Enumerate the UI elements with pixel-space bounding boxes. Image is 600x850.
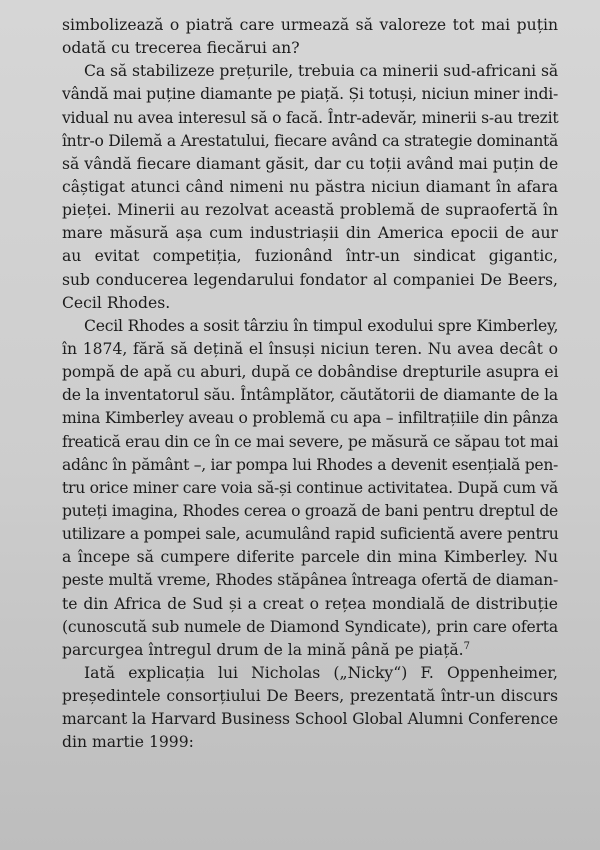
paragraph-2 [62, 60, 558, 315]
text-line: mare măsură așa cum industriașii din America epocii de aur [62, 224, 558, 243]
footnote-marker: 7 [463, 640, 470, 652]
text-line: pompă de apă cu aburi, după ce dobândise drepturile asupra ei [62, 363, 559, 382]
text-line-with-footnote [62, 639, 558, 662]
text-line: de la inventatorul său. Întâmplător, căutătorii de diamante de la [62, 386, 558, 405]
text-line: (cunoscută sub numele de Diamond Syndicate), prin care oferta [62, 617, 558, 636]
body-text [62, 14, 558, 755]
text-line: mina Kimberley aveau o problemă cu apa – infiltrațiile din pânza [62, 409, 559, 428]
text-line: sub conducerea legendarului fondator al companiei De Beers, [62, 270, 558, 289]
text-line: peste multă vreme, Rhodes stăpânea întreaga ofertă de diaman- [62, 571, 558, 590]
text-line: marcant la Harvard Business School Global Alumni Conference [62, 710, 559, 729]
text-line: au evitat competiția, fuzionând într-un sindicat gigantic, [62, 247, 558, 266]
text-line: vidual nu avea interesul să o facă. Într-adevăr, minerii s-au trezit [62, 108, 559, 127]
text-line: freatică erau din ce în ce mai severe, pe măsură ce săpau tot mai [62, 432, 559, 451]
text-line: a începe să cumpere diferite parcele din mina Kimberley. Nu [62, 548, 558, 567]
text-line: din martie 1999: [62, 733, 194, 752]
text-line: Ca să stabilizeze prețurile, trebuia ca minerii sud-africani să [84, 62, 559, 81]
paragraph-3 [62, 315, 558, 662]
paragraph-4 [62, 662, 558, 755]
text-line: vândă mai puține diamante pe piață. Și totuși, niciun miner indi- [62, 85, 558, 104]
text-line: parcurgea întregul drum de la mină până pe piață. [62, 640, 464, 659]
text-line: Cecil Rhodes. [62, 293, 171, 312]
text-line: să vândă fiecare diamant găsit, dar cu toții având mai puțin de [62, 154, 559, 173]
text-line: câștigat atunci când nimeni nu păstra niciun diamant în afara [62, 177, 558, 196]
text-line: puteți imagina, Rhodes cerea o groază de bani pentru dreptul de [62, 501, 558, 520]
text-line: simbolizează o piatră care urmează să valoreze tot mai puțin [62, 16, 558, 34]
text-line: utilizare a pompei sale, acumulând rapid suficientă avere pentru [62, 525, 559, 544]
paragraph-1 [62, 14, 558, 60]
text-line: Cecil Rhodes a sosit târziu în timpul exodului spre Kimberley, [84, 316, 559, 335]
text-line: odată cu trecerea fiecărui an? [62, 39, 300, 58]
text-line: adânc în pământ –, iar pompa lui Rhodes a devenit esențială pen- [62, 455, 558, 474]
text-line: într-o Dilemă a Arestatului, fiecare având ca strategie dominantă [62, 131, 558, 150]
text-line: te din Africa de Sud și a creat o rețea mondială de distribuție [62, 594, 558, 613]
text-line: tru orice miner care voia să-și continue activitatea. După cum vă [62, 478, 558, 497]
text-line: pieței. Minerii au rezolvat această problemă de supraofertă în [62, 201, 558, 220]
text-line: Iată explicația lui Nicholas („Nicky“) F. Oppenheimer, [84, 663, 558, 682]
text-line: președintele consorțiului De Beers, prezentată într-un discurs [62, 687, 558, 706]
text-line: în 1874, fără să dețină el însuși niciun teren. Nu avea decât o [62, 339, 558, 358]
